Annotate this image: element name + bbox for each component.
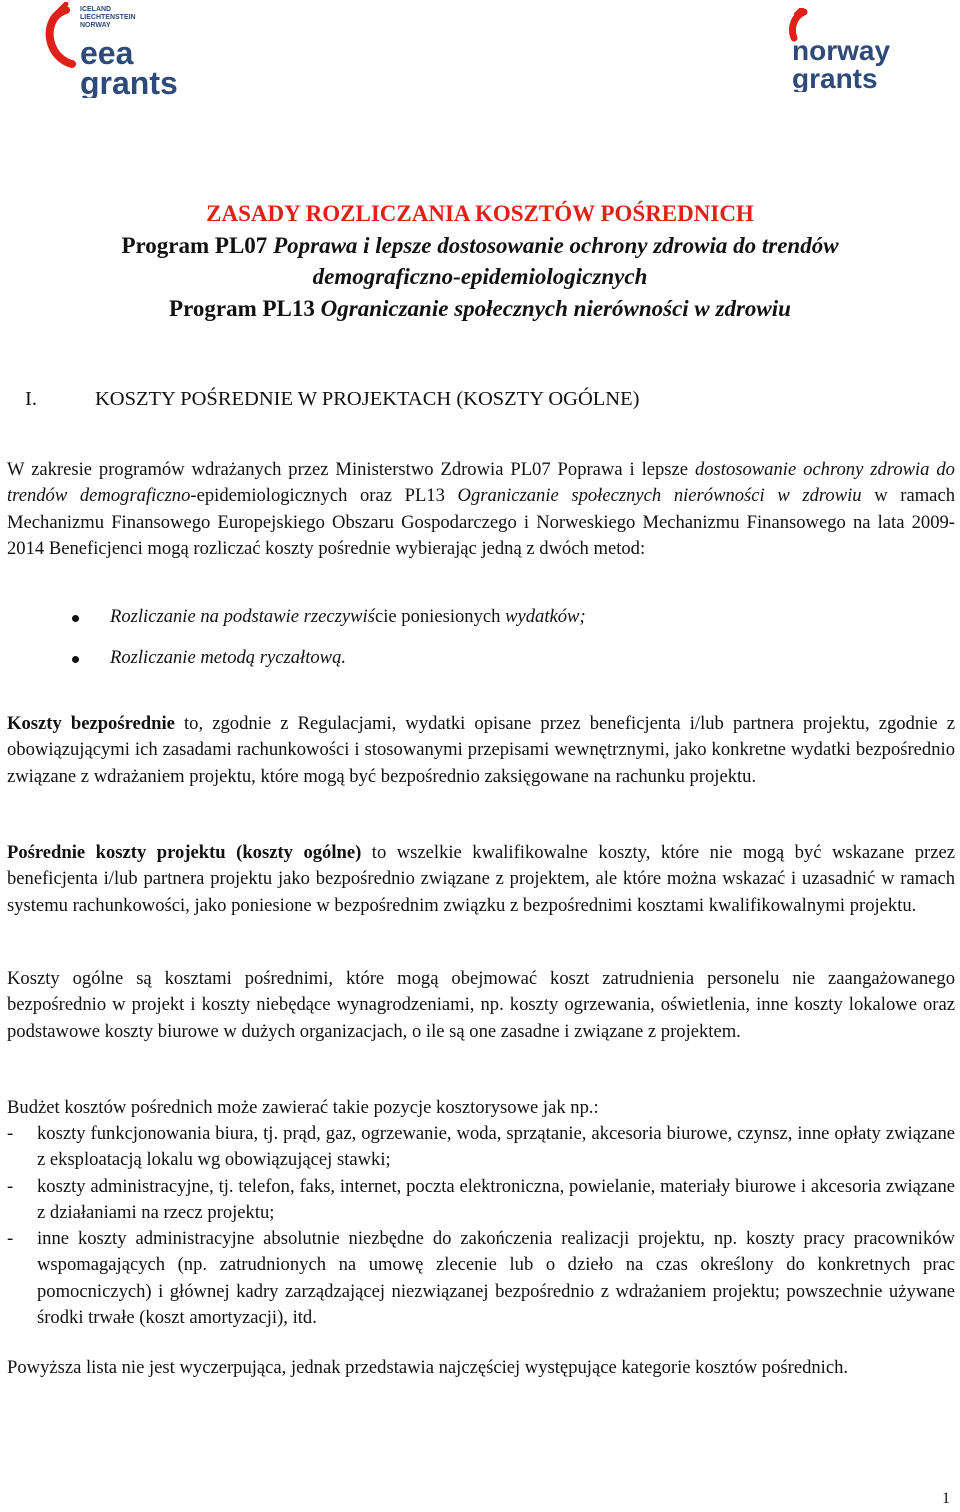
title-line-4: [0, 293, 960, 325]
budget-intro-text: Budżet kosztów pośrednich może zawierać takie pozycje kosztorysowe jak np.:: [7, 1097, 599, 1118]
list-item: [7, 1174, 955, 1227]
dash-marker: -: [7, 1175, 14, 1197]
direct-costs-term: Koszty bezpośrednie: [7, 713, 175, 734]
title-line-3: [0, 261, 960, 293]
list-item: [7, 1121, 955, 1174]
intro-text-4: Ograniczanie społecznych nierówności w zdrowiu: [457, 485, 862, 507]
eea-grants-logo: [44, 2, 204, 98]
norway-logo-word-norway: norway: [792, 35, 891, 66]
page-number: 1: [942, 1490, 950, 1507]
title-program-pl13-name: Ograniczanie społecznych nierówności w zdrowiu: [320, 295, 791, 321]
closing-text: Powyższa lista nie jest wyczerpująca, jednak przedstawia najczęściej występujące kategorie kosztów pośrednich.: [7, 1357, 849, 1378]
section-heading-text: KOSZTY POŚREDNIE W PROJEKTACH (KOSZTY OGÓLNE): [95, 388, 640, 410]
section-number: I.: [25, 388, 37, 410]
eea-logo-word-eea: eea: [80, 35, 134, 71]
title-program-pl07: Program PL07: [121, 232, 274, 258]
indirect-costs-term: Pośrednie koszty projektu (koszty ogólne): [7, 842, 362, 863]
bullet-icon: [72, 656, 79, 663]
intro-text-5: w ramach Mechanizmu Finansowego Europejskiego Obszaru Gospodarczego i Norweskiego Mechanizmu Finansowego na lata 2009-2014 Beneficjenci mogą rozliczać koszty pośrednie wybierając jedną z dwóch metod:: [7, 485, 955, 559]
budget-item-text: koszty funkcjonowania biura, tj. prąd, gaz, ogrzewanie, woda, sprzątanie, akcesoria biurowe, czynsz, inne opłaty związane z eksploatacją lokalu wg obowiązującej stawki;: [37, 1123, 955, 1171]
intro-paragraph: [7, 457, 955, 562]
norway-grants-logo-icon: [786, 8, 916, 92]
eea-grants-logo-icon: [44, 2, 204, 98]
title-line-2: [0, 230, 960, 262]
dash-marker: -: [7, 1228, 14, 1250]
indirect-costs-paragraph: [7, 840, 955, 919]
method-1-text: [110, 606, 586, 628]
method-1-part-a: Rozliczanie na podstawie rzeczywiś: [110, 606, 375, 627]
budget-item-text: koszty administracyjne, tj. telefon, faks, internet, poczta elektroniczna, powielanie, materiały biurowe i akcesoria związane z działaniami na rzecz projektu;: [37, 1175, 955, 1223]
dash-marker: -: [7, 1123, 14, 1144]
list-item: [7, 1226, 955, 1331]
direct-costs-paragraph: [7, 711, 955, 790]
eea-logo-country-1: ICELAND: [80, 6, 112, 13]
indirect-costs-text: to wszelkie kwalifikowalne koszty, które nie mogą być wskazane przez beneficjenta i/lub partnera projektu jako bezpośrednio związane z projektem, ale które można wskazać i uzasadnić w ramach systemu rachunkowości, jako poniesione w bezpośrednim związku z bezpośrednimi kosztami kwalifikowalnymi projektu.: [7, 842, 955, 916]
budget-intro-paragraph: [7, 1095, 955, 1121]
title-program-pl13: Program PL13: [169, 295, 321, 321]
method-1-part-b: cie poniesionych: [374, 606, 506, 627]
title-line-1: ZASADY ROZLICZANIA KOSZTÓW POŚREDNICH: [206, 201, 754, 226]
norway-logo-word-grants: grants: [792, 63, 878, 92]
document-title: [0, 198, 960, 324]
bullet-icon: [72, 615, 79, 622]
eea-logo-country-3: NORWAY: [80, 22, 111, 29]
closing-paragraph: [7, 1355, 955, 1381]
intro-text-1: W zakresie programów wdrażanych przez Ministerstwo Zdrowia PL07 Poprawa i lepsze: [7, 459, 695, 480]
norway-grants-logo: [786, 8, 916, 92]
budget-item-text: inne koszty administracyjne absolutnie niezbędne do zakończenia realizacji projektu, np. koszty pracy pracowników wspomagających (np. zatrudnionych na umowę zlecenie lub o dzieło na czas określony do konkretnych prac pomocniczych) i głównej kadry zarządzającej niezwiązanej bezpośrednio z wdrażaniem projektu; powszechnie używane środki trwałe (koszt amortyzacji), itd.: [37, 1228, 955, 1329]
general-costs-text: Koszty ogólne są kosztami pośrednimi, które mogą obejmować koszt zatrudnienia personelu nie zaangażowanego bezpośrednio w projekt i koszty niebędące wynagrodzeniami, np. koszty ogrzewania, oświetlenia, inne koszty lokalowe oraz podstawowe koszty biurowe w dużych organizacjach, o ile są one zasadne i związane z projektem.: [7, 968, 955, 1042]
direct-costs-text: to, zgodnie z Regulacjami, wydatki opisane przez beneficjenta i/lub partnera projektu, zgodnie z obowiązującymi ich zasadami rachunkowości i stosowanymi przepisami wewnętrznymi, jako konkretne wydatki bezpośrednio związane z wdrażaniem projektu, które mogą być bezpośrednio zaksięgowane na rachunku projektu.: [7, 713, 955, 787]
title-program-pl07-name-cont: demograficzno-epidemiologicznych: [312, 264, 648, 289]
title-program-pl07-name: Poprawa i lepsze dostosowanie ochrony zdrowia do trendów: [273, 232, 839, 258]
method-1-part-c: wydatków;: [505, 606, 586, 627]
intro-text-3: -epidemiologicznych oraz PL13: [190, 485, 458, 507]
general-costs-paragraph: [7, 966, 955, 1045]
intro-text-2: dostosowanie ochrony zdrowia do trendów demograficzno: [7, 459, 955, 507]
method-2-text: Rozliczanie metodą ryczałtową.: [110, 647, 347, 668]
eea-logo-word-grants: grants: [80, 65, 178, 98]
budget-items-list: [7, 1121, 955, 1331]
eea-logo-country-2: LIECHTENSTEIN: [80, 14, 136, 21]
